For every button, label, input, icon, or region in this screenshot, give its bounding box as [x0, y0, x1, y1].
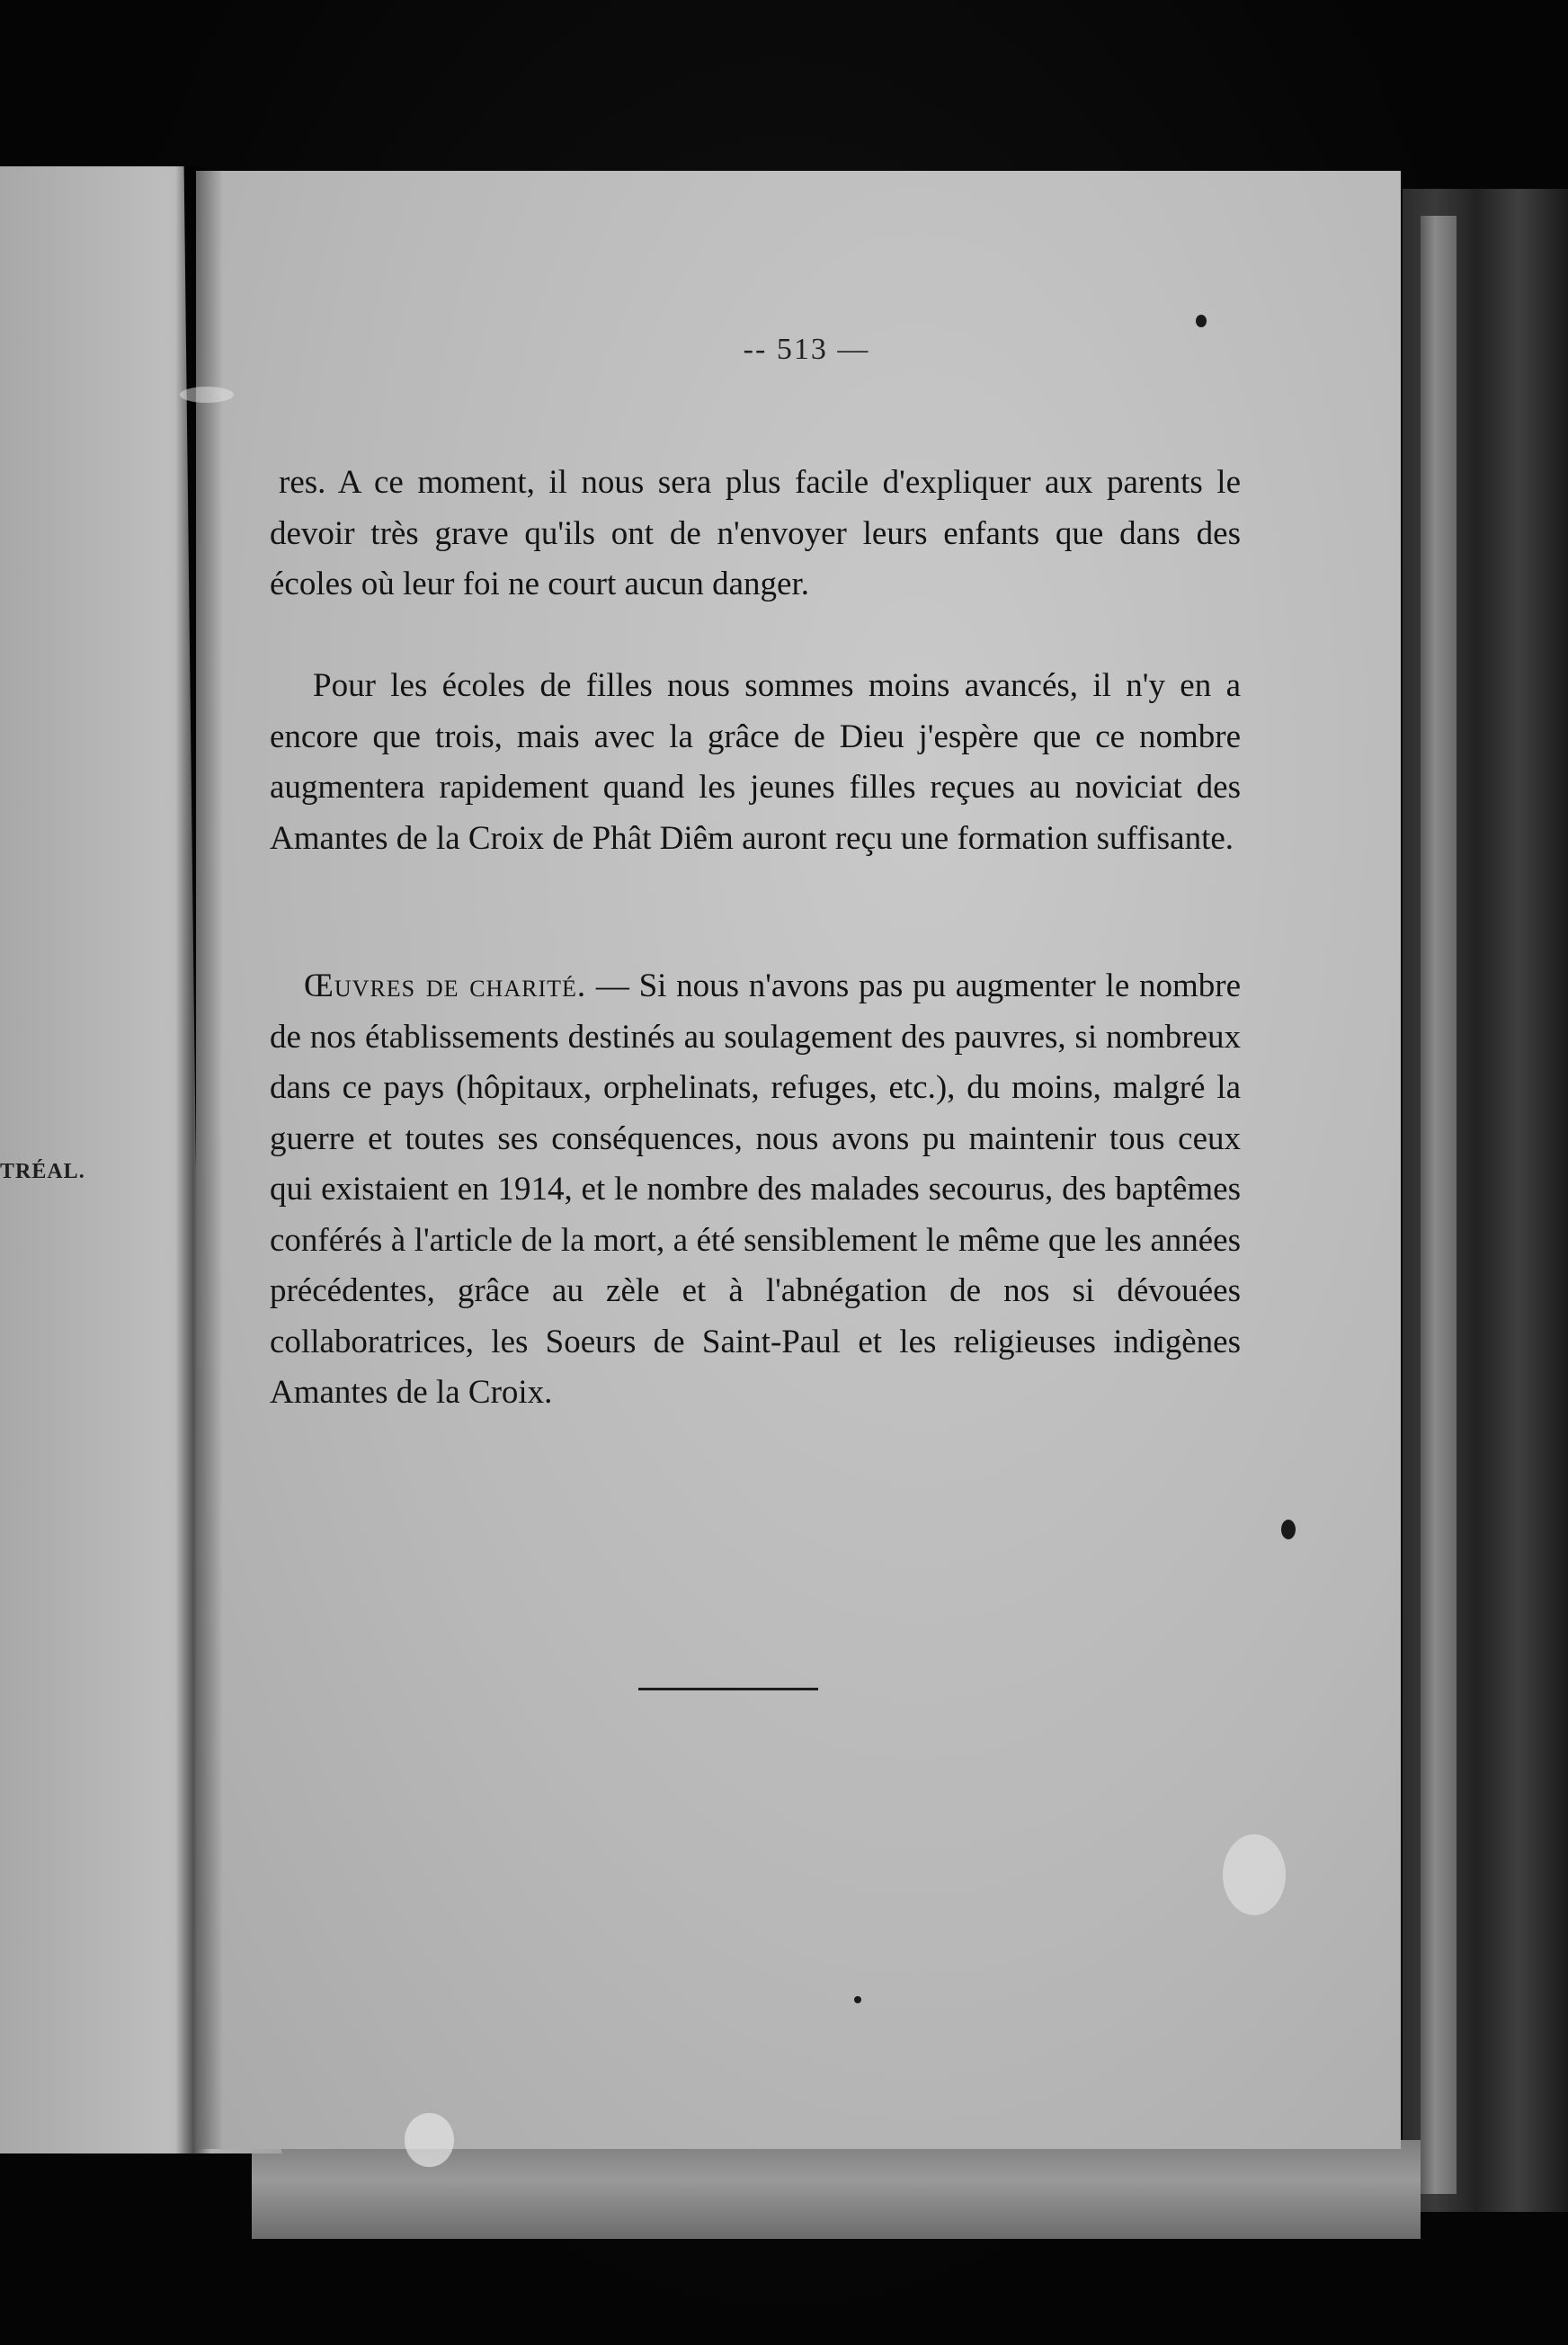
paragraph-charity-works [270, 961, 1241, 1419]
book-edge-highlight [1421, 216, 1457, 2194]
page-fold-shadow [196, 171, 223, 2149]
section-body-charity: — Si nous n'avons pas pu augmenter le nombre de nos établissements destinés au soulagement des pauvres, si nombreux dans ce pays (hôpitaux, orphelinats, refuges, etc.), du moins, malgré la guerre et toutes ses conséquences, nous avons pu maintenir tous ceux qui existaient en 1914, et le nombre des malades secourus, des baptêmes conférés à l'article de la mort, a été sensiblement le même que les années précédentes, grâce au zèle et à l'abnégation de nos si dévouées collaboratrices, les Soeurs de Saint-Paul et les religieuses indigènes Amantes de la Croix. [270, 967, 1241, 1411]
scan-dark-speck [854, 1996, 861, 2003]
scan-speck [180, 387, 234, 403]
scan-dark-speck [1281, 1520, 1296, 1539]
end-rule [638, 1688, 818, 1690]
section-heading-charity: Œuvres de charité. [304, 967, 587, 1004]
scan-dark-speck [1196, 315, 1207, 327]
page-number: -- 513 — [743, 333, 870, 366]
scan-speck [405, 2113, 454, 2167]
paragraph-girls-schools: Pour les écoles de filles nous sommes moins avancés, il n'y en a encore que trois, mais avec la grâce de Dieu j'espère que ce nombre augmentera rapidement quand les jeunes filles reçues au noviciat des Amantes de la Croix de Phât Diêm auront reçu une formation suffisante. [270, 667, 1241, 857]
scan-speck [1223, 1834, 1286, 1915]
paragraph-continuation: res. A ce moment, il nous sera plus facile d'expliquer aux parents le devoir très grave qu'ils ont de n'envoyer leurs enfants que dans des écoles où leur foi ne court aucun danger. [270, 464, 1241, 602]
left-page-text-fragment: TRÉAL. [0, 1160, 85, 1183]
